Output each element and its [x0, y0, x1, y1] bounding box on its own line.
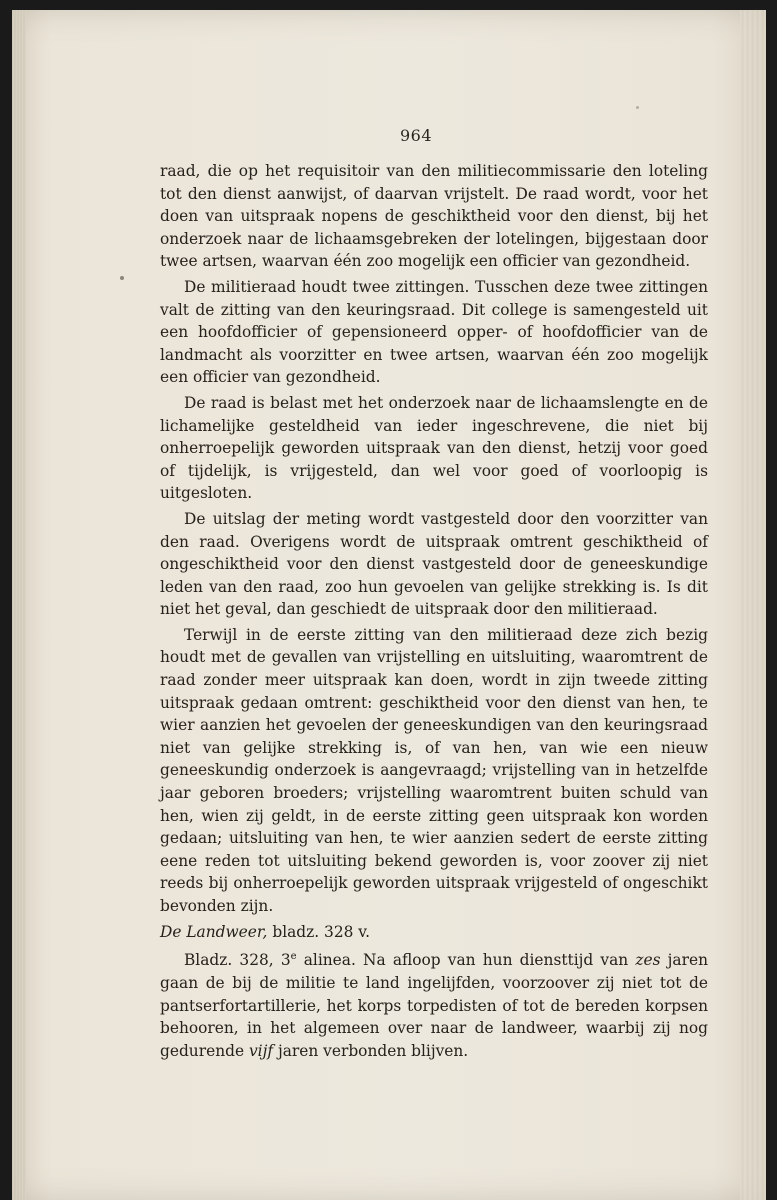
- paragraph-1: raad, die op het requisitoir van den militiecommissarie den loteling tot den dienst aanwijst, of daarvan vrijstelt. De raad wordt, voor het doen van uitspraak nopens de geschiktheid voor den dienst, bij het onderzoek naar de lichaamsgebreken der lotelingen, bijgestaan door twee artsen, waarvan één zoo mogelijk een officier van gezondheid.: [160, 162, 708, 271]
- paragraph-2: De militieraad houdt twee zittingen. Tusschen deze twee zittingen valt de zitting van den keuringsraad. Dit college is samengesteld uit een hoofdofficier of gepensioneerd opper- of hoofdofficier van de landmacht als voorzitter en twee artsen, waarvan één zoo mogelijk een officier van gezondheid.: [160, 277, 708, 387]
- p6-superscript: e: [290, 951, 297, 963]
- page-number: 964: [400, 126, 433, 145]
- body-text: [160, 160, 708, 1062]
- paragraph-3: De raad is belast met het onderzoek naar de lichaamslengte en de lichamelijke gesteldheid van ieder ingeschrevene, die niet bij onherroepelijk geworden uitspraak van den dienst, hetzij voor goed of tijdelijk, is vrijgesteld, dan wel voor goed of voorloopig is uitgesloten.: [160, 393, 708, 503]
- p6-italic-zes: zes: [635, 951, 661, 970]
- paragraph-6: [160, 946, 708, 1062]
- section-heading: [160, 921, 708, 944]
- section-heading-title: De Landweer,: [160, 922, 268, 941]
- paper-speck-2: [636, 106, 639, 109]
- p6-part1: Bladz. 328, 3: [184, 951, 291, 970]
- page-right-edge: [740, 10, 766, 1200]
- section-heading-ref: bladz. 328 v.: [267, 922, 371, 941]
- p6-italic-vijf: vijf: [248, 1041, 274, 1060]
- paragraph-5: Terwijl in de eerste zitting van den militieraad deze zich bezig houdt met de gevallen van vrijstelling en uitsluiting, waaromtrent de raad zonder meer uitspraak kan doen, wordt in zijn tweede zitting uitspraak gedaan omtrent: geschiktheid voor den dienst van hen, te wier aanzien het gevoelen der geneeskundigen van den keuringsraad niet van gelijke strekking is, of van hen, van wie een nieuw geneeskundig onderzoek is aangevraagd; vrijstelling van in hetzelfde jaar geboren broeders; vrijstelling waaromtrent buiten schuld van hen, wien zij geldt, in de eerste zitting geen uitspraak kon worden gedaan; uitsluiting van hen, te wier aanzien sedert de eerste zitting eene reden tot uitsluiting bekend geworden is, voor zoover zij niet reeds bij onherroepelijk geworden uitspraak vrijgesteld of ongeschikt bevonden zijn.: [160, 625, 708, 915]
- paragraph-4: De uitslag der meting wordt vastgesteld door den voorzitter van den raad. Overigens wordt de uitspraak omtrent geschiktheid of ongeschiktheid voor den dienst vastgesteld door de geneeskundige leden van den raad, zoo hun gevoelen van gelijke strekking is. Is dit niet het geval, dan geschiedt de uitspraak door den militieraad.: [160, 509, 708, 619]
- p6-part4: jaren verbonden blijven.: [273, 1041, 469, 1060]
- p6-part3: jaren gaan de bij de militie te land ingelijfden, voorzoover zij niet tot de pantserfortartillerie, het korps torpedisten of tot de bereden korpsen behooren, in het algemeen over naar de landweer, waarbij zij nog gedurende: [160, 951, 708, 1060]
- paper-speck: [120, 276, 124, 280]
- p6-part2: alinea. Na afloop van hun diensttijd van: [296, 951, 636, 970]
- page-left-edge: [12, 10, 26, 1200]
